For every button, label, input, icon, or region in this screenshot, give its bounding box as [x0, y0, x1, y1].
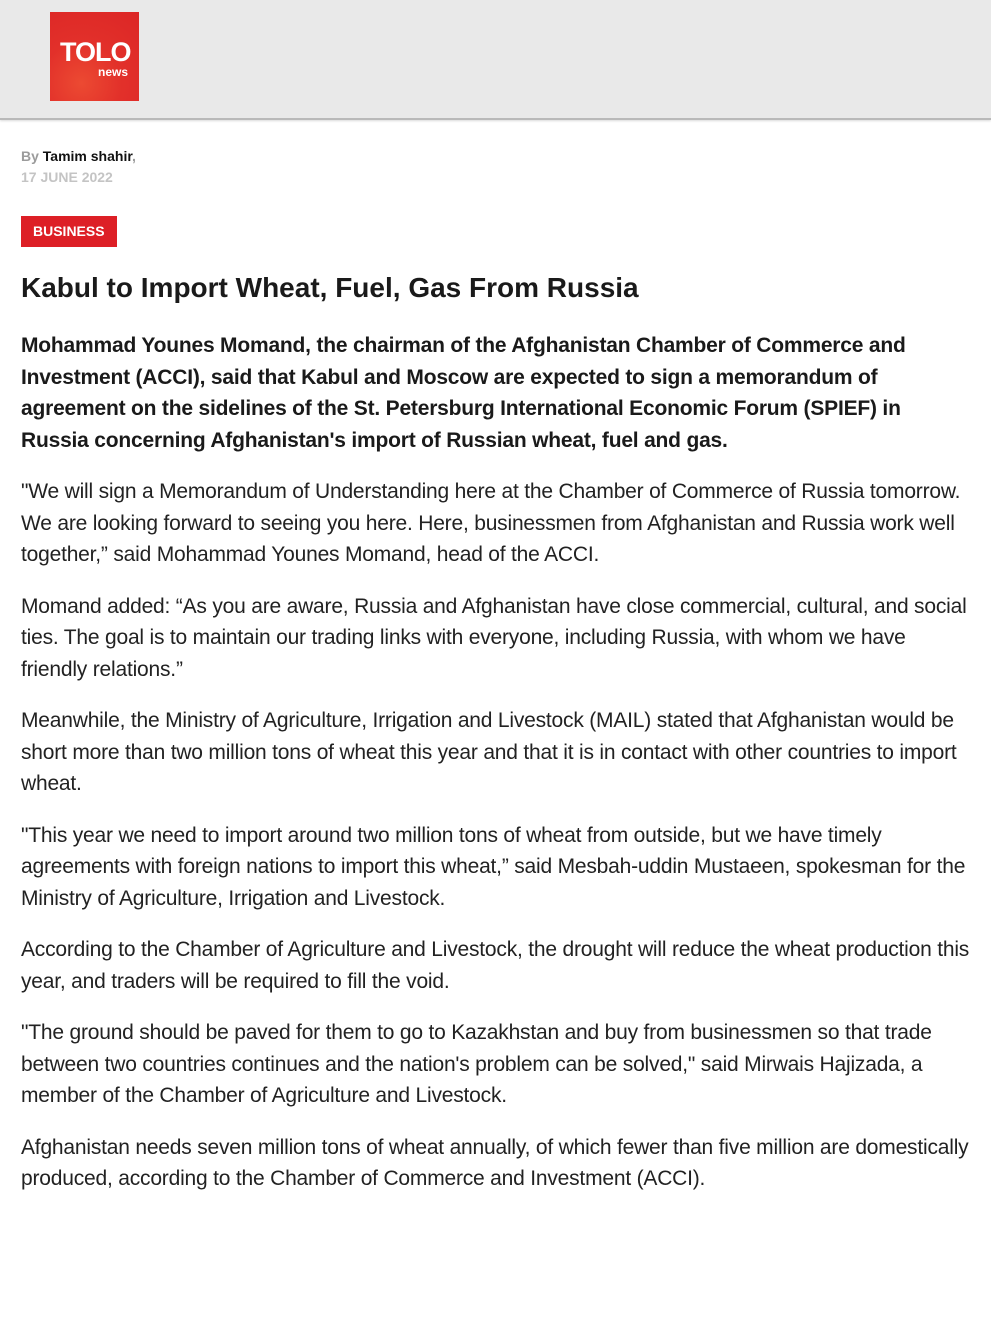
site-header	[0, 0, 991, 120]
tolo-news-logo[interactable]	[50, 12, 139, 101]
article-paragraph: "This year we need to import around two million tons of wheat from outside, but we have timely agreements with foreign nations to import this wheat,” said Mesbah-uddin Mustaeen, spokesman for the Ministry of Agriculture, Irrigation and Livestock.	[21, 823, 966, 910]
article-title: Kabul to Import Wheat, Fuel, Gas From Russia	[21, 272, 639, 303]
category-badge-business[interactable]: BUSINESS	[21, 216, 117, 247]
byline-prefix: By	[21, 148, 39, 164]
article-paragraph: According to the Chamber of Agriculture and Livestock, the drought will reduce the wheat production this year, and traders will be required to fill the void.	[21, 938, 970, 993]
logo-wordmark: TOLO	[60, 37, 131, 67]
article-meta	[21, 120, 970, 188]
article-paragraph: Afghanistan needs seven million tons of wheat annually, of which fewer than five million are domestically produced, according to the Chamber of Commerce and Investment (ACCI).	[21, 1135, 969, 1190]
article	[0, 120, 991, 1195]
author-link[interactable]: Tamim shahir	[42, 148, 133, 164]
article-paragraph: Momand added: “As you are aware, Russia and Afghanistan have close commercial, cultural, and social ties. The goal is to maintain our trading links with everyone, including Russia, with whom we have friendly relations.”	[21, 594, 967, 681]
article-paragraph: Meanwhile, the Ministry of Agriculture, Irrigation and Livestock (MAIL) stated that Afghanistan would be short more than two million tons of wheat this year and that it is in contact with other countries to import wheat.	[21, 709, 957, 795]
article-paragraph: "The ground should be paved for them to go to Kazakhstan and buy from businessmen so that trade between two countries continues and the nation's problem can be solved," said Mirwais Hajizada, a member of the Chamber of Agriculture and Livestock.	[21, 1021, 932, 1107]
article-lead: Mohammad Younes Momand, the chairman of the Afghanistan Chamber of Commerce and Investment (ACCI), said that Kabul and Moscow are expected to sign a memorandum of agreement on the sidelines of the St. Petersburg International Economic Forum (SPIEF) in Russia concerning Afghanistan's import of Russian wheat, fuel and gas.	[21, 334, 906, 452]
logo-subtitle: news	[97, 65, 128, 79]
article-paragraph: "We will sign a Memorandum of Understanding here at the Chamber of Commerce of Russia tomorrow. We are looking forward to seeing you here. Here, businessmen from Afghanistan and Russia work well together,” said Mohammad Younes Momand, head of the ACCI.	[21, 480, 961, 566]
byline-separator: ,	[132, 148, 136, 164]
publish-date: 17 JUNE 2022	[21, 169, 113, 185]
